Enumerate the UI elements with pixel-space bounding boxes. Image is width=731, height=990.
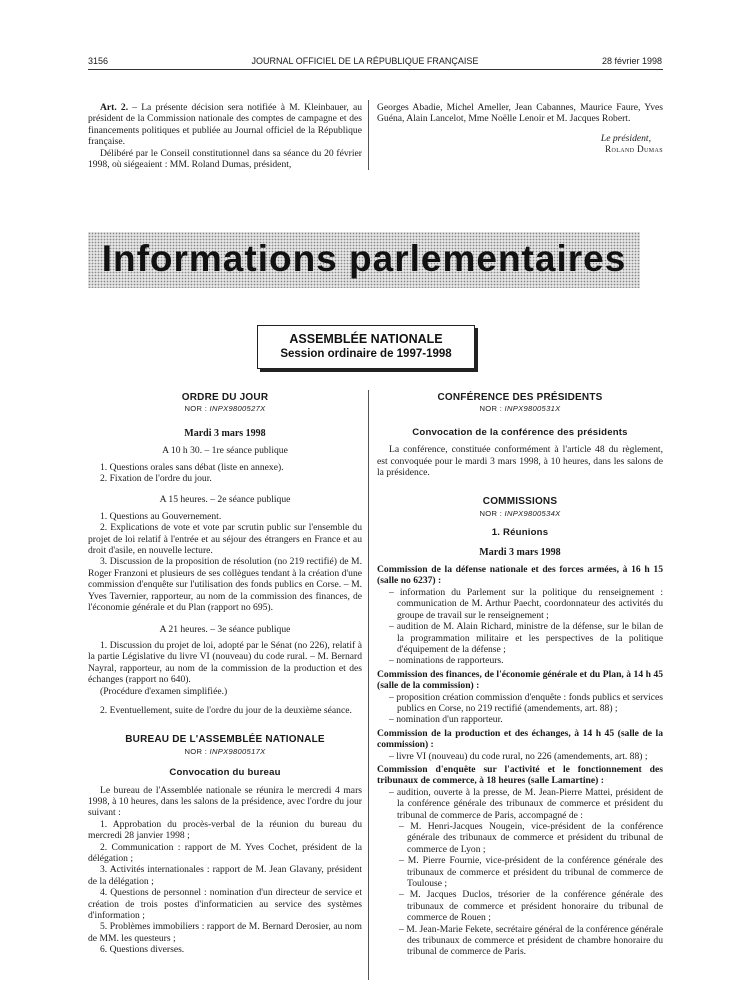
s3-item-1b: (Procédure d'examen simplifiée.) — [100, 685, 228, 697]
council-members — [377, 102, 663, 156]
nor-label: NOR : — [479, 404, 505, 414]
c2-item-2: – nomination d'un rapporteur. — [389, 714, 503, 726]
comm-title: COMMISSIONS — [482, 496, 558, 508]
decision-article-2 — [88, 102, 362, 170]
conf-subtitle: Convocation de la conférence des présidents — [412, 426, 628, 438]
c4-sub-4: – M. Jean-Marie Fekete, secrétaire général de la conférence générale des tribunaux de commerce et président de chambre honoraire du tribunal de commerce de Paris. — [399, 923, 663, 958]
seance-2-head: A 15 heures. – 2e séance publique — [159, 494, 291, 506]
convoc-title: Convocation du bureau — [169, 767, 281, 779]
comm-nor — [377, 508, 663, 519]
convoc-item-1: 1. Approbation du procès-verbal de la réunion du bureau du mercredi 28 janvier 1998 ; — [88, 818, 362, 842]
art2-label: Art. 2. — [100, 102, 129, 113]
s3-item-1: 1. Discussion du projet de loi, adopté par le Sénat (no 226), relatif à la partie Législative du livre VI (nouveau) du code rural. – M. Bernard Nayral, rapporteur, au nom de la commission de la production et des échanges (rapport no 640). — [88, 639, 362, 686]
reunions-date: Mardi 3 mars 1998 — [479, 546, 561, 558]
seance-3-head: A 21 heures. – 3e séance publique — [159, 623, 291, 635]
c4-head: Commission d'enquête sur l'activité et le fonctionnement des tribunaux de commerce, à 18 heures (salle Lamartine) : — [377, 763, 663, 787]
c1-item-1: – information du Parlement sur la politique du renseignement : communication de M. Arthur Paecht, coordonnateur des activités du groupe de travail sur le renseignement ; — [389, 586, 663, 621]
right-column — [377, 392, 663, 958]
members-text: Georges Abadie, Michel Ameller, Jean Cabannes, Maurice Faure, Yves Guéna, Alain Lancelot, Mme Noëlle Lenoir et M. Jacques Robert. — [377, 102, 663, 125]
bureau-nor — [88, 746, 362, 757]
convoc-item-3: 3. Activités internationales : rapport de M. Jean Glavany, président de la délégation ; — [88, 864, 362, 887]
nor-label: NOR : — [184, 746, 210, 756]
s2-item-3: 3. Discussion de la proposition de résolution (no 219 rectifié) de M. Roger Franzoni et plusieurs de ses collègues tendant à la création d'une commission d'enquête sur l'utilisation des fonds publics en Corse. – M. Yves Tavernier, rapporteur, au nom de la commission des finances, de l'économie générale et du Plan (rapport no 695). — [88, 556, 362, 614]
nor-code: INPX9800534X — [504, 508, 561, 518]
c2-head: Commission des finances, de l'économie générale et du Plan, à 14 h 45 (salle de la commission) : — [377, 668, 663, 692]
ordre-date: Mardi 3 mars 1998 — [184, 427, 266, 439]
reunions-title: 1. Réunions — [491, 527, 549, 539]
left-column — [88, 392, 362, 956]
conf-nor — [377, 403, 663, 414]
signature-name: Roland Dumas — [605, 144, 663, 155]
nor-code: INPX9800517X — [209, 746, 266, 756]
c4-intro: – audition, ouverte à la presse, de M. Jean-Pierre Mattei, président de la conférence générale des tribunaux de commerce et président du tribunal de commerce de Paris, accompagné de : — [389, 786, 663, 821]
nor-label: NOR : — [184, 404, 210, 414]
assembly-name: ASSEMBLÉE NATIONALE — [289, 332, 443, 346]
c2-item-1: – proposition création commission d'enquête : fonds publics et services publics en Corse, no 219 rectifié (amendements, art. 88) ; — [389, 691, 663, 714]
issue-date: 28 février 1998 — [601, 56, 662, 66]
nor-code: INPX9800527X — [209, 404, 266, 414]
header-rule — [88, 69, 663, 70]
c1-item-2: – audition de M. Alain Richard, ministre de la défense, sur le bilan de la programmation militaire et les perspectives de la politique d'équipement de la défense ; — [389, 621, 663, 655]
c1-item-3: – nominations de rapporteurs. — [389, 655, 504, 667]
convoc-item-6: 6. Questions diverses. — [100, 944, 185, 956]
banner-title: Informations parlementaires — [101, 238, 627, 279]
assembly-box — [257, 325, 475, 369]
signature-title: Le président, — [600, 132, 651, 144]
session-name: Session ordinaire de 1997-1998 — [280, 348, 452, 360]
bureau-title: BUREAU DE L'ASSEMBLÉE NATIONALE — [125, 734, 325, 746]
section-banner — [88, 232, 640, 288]
c1-head: Commission de la défense nationale et des forces armées, à 16 h 15 (salle no 6237) : — [377, 564, 663, 587]
c4-sub-1: – M. Henri-Jacques Nougein, vice-président de la conférence générale des tribunaux de commerce et président du tribunal de commerce de Lyon ; — [399, 821, 663, 855]
ordre-nor — [88, 403, 362, 414]
nor-label: NOR : — [479, 508, 505, 518]
s3-item-2: 2. Eventuellement, suite de l'ordre du jour de la deuxième séance. — [100, 704, 352, 716]
c3-item-1: – livre VI (nouveau) du code rural, no 226 (amendements, art. 88) ; — [389, 750, 648, 762]
s1-item-2: 2. Fixation de l'ordre du jour. — [100, 473, 212, 485]
ordre-title: ORDRE DU JOUR — [181, 392, 269, 403]
delibere-text: Délibéré par le Conseil constitutionnel dans sa séance du 20 février 1998, où siégeaient : MM. Roland Dumas, président, — [88, 147, 362, 171]
seance-1-head: A 10 h 30. – 1re séance publique — [162, 445, 288, 457]
conf-text: La conférence, constituée conformément à l'article 48 du règlement, est convoquée pour le mardi 3 mars 1998, à 10 heures, dans les salons de la présidence. — [377, 444, 663, 479]
c4-sub-2: – M. Pierre Fournie, vice-président de la conférence générale des tribunaux de commerce et président du tribunal de commerce de Toulouse ; — [399, 855, 663, 890]
s2-item-1: 1. Questions au Gouvernement. — [100, 510, 222, 522]
column-divider-main — [368, 390, 369, 980]
nor-code: INPX9800531X — [504, 404, 561, 414]
page-number: 3156 — [88, 56, 109, 66]
s1-item-1: 1. Questions orales sans débat (liste en annexe). — [100, 461, 284, 473]
convoc-item-4: 4. Questions de personnel : nomination d'un directeur de service et création de trois postes d'informaticien au service des systèmes d'information ; — [88, 887, 362, 922]
c3-head: Commission de la production et des échanges, à 14 h 45 (salle de la commission) : — [377, 727, 663, 751]
column-divider-top — [368, 100, 369, 170]
journal-title: JOURNAL OFFICIEL DE LA RÉPUBLIQUE FRANÇAISE — [251, 56, 479, 66]
convoc-intro: Le bureau de l'Assemblée nationale se réunira le mercredi 4 mars 1998, à 10 heures, dans les salons de la présidence, avec l'ordre du jour suivant : — [88, 784, 362, 819]
conf-title: CONFÉRENCE DES PRÉSIDENTS — [437, 392, 603, 403]
s2-item-2: 2. Explications de vote et vote par scrutin public sur l'ensemble du projet de loi relatif à l'entrée et au séjour des étrangers en France et au droit d'asile, en nouvelle lecture. — [88, 522, 362, 557]
convoc-item-5: 5. Problèmes immobiliers : rapport de M. Bernard Derosier, au nom de MM. les questeurs ; — [88, 921, 362, 944]
c4-sub-3: – M. Jacques Duclos, trésorier de la conférence générale des tribunaux de commerce et président honoraire du tribunal de commerce de Rouen ; — [399, 889, 663, 924]
art2-text: – La présente décision sera notifiée à M. Kleinbauer, au président de la Commission nationale des comptes de campagne et des financements politiques et publiée au Journal officiel de la République française. — [88, 102, 362, 148]
convoc-item-2: 2. Communication : rapport de M. Yves Cochet, président de la délégation ; — [88, 841, 362, 864]
